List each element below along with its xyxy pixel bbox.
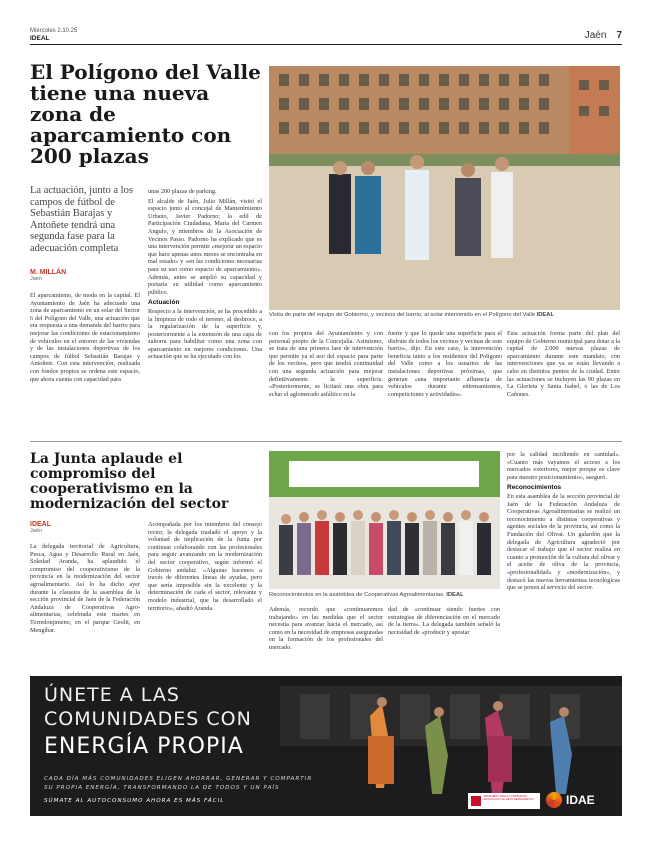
story2-author: IDEAL bbox=[30, 521, 51, 528]
story2-col5-intro: por la calidad incidiendo en cantidad». «Cuanto más vayamos el acceso a los mercados exteriores, mejor porque es clave para nuestro posicionamiento», aseguró. bbox=[507, 451, 620, 481]
story2-column-5 bbox=[507, 451, 620, 664]
section-name: Jaén bbox=[584, 30, 607, 41]
newspaper-brand: IDEAL bbox=[30, 35, 50, 42]
story1-col2-body: El alcalde de Jaén, Julio Millán, visitó el espacio junto al concejal de Mantenimiento Urbano, Javier Padorno; la edil de Participación Ciudadana, María del Carmen Angulo, y miembros de la Asociación de Vecinos Passo. Padorno ha explicado que es una intervención permite «mejorar un espacio que hace apenas unos meses se encontraba en mal estado» y «en las condiciones necesarias para su uso como espacio de aparcamiento». Además, antes se amplió su capacidad y portaría su utilidad como aparcamiento público. bbox=[148, 197, 262, 296]
story1-column-1 bbox=[30, 292, 140, 434]
ministry-name: MINISTERIO PARA LA TRANSICIÓN ECOLÓGICA Y EL RETO DEMOGRÁFICO bbox=[484, 795, 534, 801]
story2-photo-credit: IDEAL bbox=[446, 592, 464, 598]
story1-caption bbox=[269, 312, 620, 319]
ad-body-2: SU PROPIA ENERGÍA, TRANSFORMANDO LA DE TODOS Y UN PAÍS bbox=[44, 785, 280, 791]
ad-line-1: ÚNETE A LAS bbox=[44, 684, 180, 706]
ad-line-3: ENERGÍA PROPIA bbox=[44, 734, 244, 759]
story1-caption-text: Visita de parte del equipo de Gobierno, y vecinos del barrio, al solar intervenido en el Polígono del Valle bbox=[269, 312, 535, 318]
advertisement-banner[interactable] bbox=[30, 676, 622, 816]
story2-col3-text: Además, recordó que «continuaremos trabajando» en las medidas que el sector necesita para avanzar hacia el mercado, así como en la necesidad de empresas aseguradas en la formación de los profesionales del mercado. bbox=[269, 606, 383, 651]
idae-emblem-icon bbox=[546, 792, 562, 808]
story1-headline: El Polígono del Valle tiene una nueva zona de aparcamiento con 200 plazas bbox=[30, 60, 261, 168]
masthead bbox=[30, 28, 77, 42]
story1-col1-text: El aparcamiento, de moda en la capital. El Ayuntamiento de Jaén ha adecuado una zona de aparcamiento en un solar del Sector 6 del Polígono del Valle, una actuación que era respuesta a una demanda del barrio para mejorar las condiciones de estacionamiento de vehículos en el entorno de las viviendas y de las instalaciones deportivas de los campos de fútbol Sebastián Barajas y Antoñete. Con esta intervención, realizada con fondos propios se ordena este espacio, que ahora cuenta con capacidad para bbox=[30, 292, 140, 383]
story2-caption-text: Reconocimientos en la asamblea de Cooperativas Agroalimentarias. bbox=[269, 592, 445, 598]
page-number: 7 bbox=[616, 30, 622, 41]
story2-photo bbox=[269, 451, 500, 589]
story2-caption bbox=[269, 592, 500, 599]
story2-column-3 bbox=[269, 606, 383, 664]
story1-col2-cont: Respecto a la intervención, se ha procedido a la limpieza de todo el terreno, al desbroce, a la regularización de la superficie y, posteriormente a la extensión de una capa de zahorra para habilitar como una zona con aparcamiento en mejores condiciones. Una actuación que se ha ejecutado con los bbox=[148, 307, 262, 361]
ministry-logo bbox=[468, 793, 540, 809]
story2-col2-text: Acompañada por los miembros del consejo rector, la delegada trasladó el apoyo y la voluntad de implicación de la Junta por continuar colaborando con las profesionales para seguir avanzando en la modernización del sector cooperativo, según informó el Gobierno andaluz. «Algunas hacemos a través de diferentes líneas de ayudas, pero que sería imposible sin la excelente y la determinación de cada el sector, relevante y modelo industrial, que ha desarrollado el territorio», añadió Aranda. bbox=[148, 521, 262, 612]
story2-place: Jaén bbox=[30, 528, 42, 534]
story2-col1-text: La delegada territorial de Agricultura, Pesca, Agua y Desarrollo Rural en Jaén, Soledad Aranda, ha aplaudido el compromiso del cooperativismo de la provincia en la modernización del sector agroalimentario. Así lo ha dicho ayer durante la clausura de la asamblea de la sección provincial de Jaén de la Federación Andaluza de Cooperativas Agro-alimentarias, celebrada este martes en Torredonjimeno, en el parque Geolit, en Mengíbar. bbox=[30, 543, 140, 634]
story2-subheading: Reconocimientos bbox=[507, 484, 562, 492]
section-header bbox=[585, 30, 622, 41]
story1-author: M. MILLÁN bbox=[30, 269, 67, 276]
story1-photo-credit: IDEAL bbox=[536, 312, 554, 318]
story1-column-5 bbox=[507, 330, 620, 434]
story1-column-4 bbox=[388, 330, 502, 434]
issue-date: Miércoles 2.10.25 bbox=[30, 28, 78, 34]
story2-column-2 bbox=[148, 521, 262, 663]
ad-line-2: COMUNIDADES CON bbox=[44, 708, 252, 730]
story1-col5-text: Esta actuación forma parte del plan del equipo de Gobierno municipal para dotar a la capital de 2.000 nuevas plazas de aparcamiento durante este mandato, con intervenciones que ya se están llevando a cabo en distintos puntos de la ciudad. Entre las actuaciones se incluyen las 90 plazas en La Glorieta y Santa Isabel, o las de Los Cañones. bbox=[507, 330, 620, 398]
story1-subheading: Actuación bbox=[148, 299, 180, 307]
story2-byline bbox=[30, 521, 51, 534]
story1-col2-intro: unas 200 plazas de parking. bbox=[148, 188, 217, 195]
idae-brand: IDAE bbox=[566, 793, 595, 807]
story2-col5-body: En esta asamblea de la sección provincial de Jaén de la Federación Andaluza de Cooperativas Agroalimentarias se realizó un reconocimiento a distintas cooperativas y agentes sociales de la provincia, así como la Fundación del Olivar. Un galardón que la delegada de Agricultura agradeció por destacar el trabajo que el sector realiza en cuanto a promoción de la cultura del olivar y el aceite de oliva de la provincia, «profesionalidad» y «modernización», y destacó las nuevas herramientas tecnológicas que se ponen al servicio del sector. bbox=[507, 492, 620, 592]
story-divider bbox=[30, 441, 622, 442]
story1-photo bbox=[269, 66, 620, 310]
story1-col3-text: con los propios del Ayuntamiento y con personal propio de la Concejalía. Asimismo, se trata de una primera fase de intervención que permite ya el uso del espacio para parte de los vecinos, pero que tendrá continuidad con una segunda actuación para mejorar definitivamente la superficie. «Posteriormente, se licitará una obra para echar el aglomerado asfáltico en la bbox=[269, 330, 383, 398]
story2-column-1 bbox=[30, 543, 140, 663]
story2-headline: La Junta aplaude el compromiso del cooperativismo en la modernización del sector bbox=[30, 451, 229, 512]
story1-column-2 bbox=[148, 188, 262, 434]
ad-body-1: CADA DÍA MÁS COMUNIDADES ELIGEN AHORRAR, GENERAR Y COMPARTIR bbox=[44, 776, 313, 782]
story2-column-4 bbox=[388, 606, 500, 664]
story1-col4-text: fuerte y que lo quede una superficie para el disfrute de todos los vecinos y vecinas de este barrio», dijo. En este caso, la intervención beneficia tanto a los residentes del Polígono del Valle como a los usuarios de las instalaciones deportivas próximas, que generan «una importante afluencia de vehículos durante entrenamientos, competiciones y actividades». bbox=[388, 330, 502, 398]
story1-lead: La actuación, junto a los campos de fútbol de Sebastián Barajas y Antoñete tendrá una segunda fase para la adecuación completa bbox=[30, 185, 133, 254]
idae-logo bbox=[546, 791, 616, 811]
story1-column-3 bbox=[269, 330, 383, 434]
spain-flag-icon bbox=[471, 796, 481, 806]
story2-col4-text: dad de «continuar siendo fuertes con estrategias de diferenciación en el mercado de la tierra». La delegada también señaló la necesidad de «producir y apostar bbox=[388, 606, 500, 636]
story1-byline bbox=[30, 269, 66, 282]
header-divider bbox=[30, 44, 622, 45]
ad-cta: SÚMATE AL AUTOCONSUMO AHORA ES MÁS FÁCIL bbox=[44, 798, 225, 804]
story1-place: Jaén bbox=[30, 276, 42, 282]
